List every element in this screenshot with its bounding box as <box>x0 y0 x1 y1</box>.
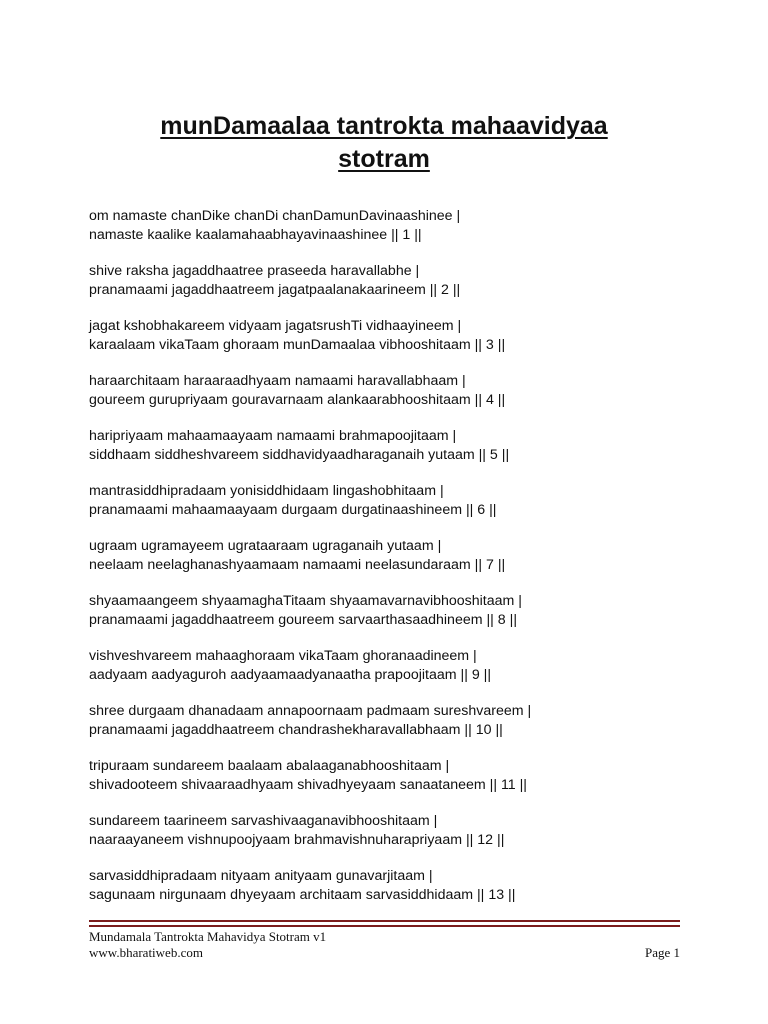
footer-bottom-row <box>89 945 680 961</box>
verse-block <box>89 317 709 354</box>
verse-line: mantrasiddhipradaam yonisiddhidaam lingashobhitaam | <box>89 483 444 499</box>
verse-block <box>89 592 709 629</box>
verse-line: namaste kaalike kaalamahaabhayavinaashinee || 1 || <box>89 226 422 243</box>
title-line-2: stotram <box>338 144 430 173</box>
verse-block <box>89 537 709 574</box>
verse-block <box>89 372 709 409</box>
verse-block <box>89 647 709 684</box>
verse-line: siddhaam siddheshvareem siddhavidyaadharaganaih yutaam || 5 || <box>89 446 510 463</box>
verse-line: om namaste chanDike chanDi chanDamunDavinaashinee | <box>89 208 461 224</box>
footer-page-number: Page 1 <box>644 945 680 960</box>
verse-line: goureem gurupriyaam gouravarnaam alankaarabhooshitaam || 4 || <box>89 391 506 408</box>
verse-line: aadyaam aadyaguroh aadyaamaadyanaatha prapoojitaam || 9 || <box>89 666 492 683</box>
verse-line: sarvasiddhipradaam nityaam anityaam gunavarjitaam | <box>89 868 433 884</box>
verse-line: pranamaami jagaddhaatreem goureem sarvaarthasaadhineem || 8 || <box>89 611 518 628</box>
verse-line: haraarchitaam haraaraadhyaam namaami haravallabhaam | <box>89 373 466 389</box>
verse-block <box>89 757 709 794</box>
verse-block <box>89 427 709 464</box>
verse-line: neelaam neelaghanashyaamaam namaami neelasundaraam || 7 || <box>89 556 506 573</box>
verse-line: sundareem taarineem sarvashivaaganavibhooshitaam | <box>89 813 438 829</box>
verse-line: tripuraam sundareem baalaam abalaaganabhooshitaam | <box>89 758 450 774</box>
verse-line: haripriyaam mahaamaayaam namaami brahmapoojitaam | <box>89 428 457 444</box>
verse-line: shive raksha jagaddhaatree praseeda haravallabhe | <box>89 263 420 279</box>
verse-list <box>89 207 709 922</box>
verse-line: pranamaami mahaamaayaam durgaam durgatinaashineem || 6 || <box>89 501 497 518</box>
verse-line: pranamaami jagaddhaatreem chandrashekharavallabhaam || 10 || <box>89 721 503 738</box>
verse-block <box>89 207 709 244</box>
verse-line: shivadooteem shivaaraadhyaam shivadhyeyaam sanaataneem || 11 || <box>89 776 527 793</box>
verse-line: karaalaam vikaTaam ghoraam munDamaalaa vibhooshitaam || 3 || <box>89 336 506 353</box>
footer-rule-bottom <box>89 925 680 927</box>
footer-document-name: Mundamala Tantrokta Mahavidya Stotram v1 <box>89 929 327 944</box>
verse-block <box>89 812 709 849</box>
verse-line: ugraam ugramayeem ugrataaraam ugraganaih yutaam | <box>89 538 442 554</box>
verse-line: vishveshvareem mahaaghoraam vikaTaam ghoranaadineem | <box>89 648 477 664</box>
title-line-1: munDamaalaa tantrokta mahaavidyaa <box>160 111 608 140</box>
verse-line: pranamaami jagaddhaatreem jagatpaalanakaarineem || 2 || <box>89 281 461 298</box>
verse-line: shree durgaam dhanadaam annapoornaam padmaam sureshvareem | <box>89 703 532 719</box>
verse-line: naaraayaneem vishnupoojyaam brahmavishnuharapriyaam || 12 || <box>89 831 505 848</box>
footer-rule-top <box>89 920 680 922</box>
verse-block <box>89 867 709 904</box>
verse-line: jagat kshobhakareem vidyaam jagatsrushTi vidhaayineem | <box>89 318 462 334</box>
verse-line: shyaamaangeem shyaamaghaTitaam shyaamavarnavibhooshitaam | <box>89 593 522 609</box>
verse-line: sagunaam nirgunaam dhyeyaam architaam sarvasiddhidaam || 13 || <box>89 886 516 903</box>
footer-website: www.bharatiweb.com <box>89 945 203 960</box>
document-title <box>0 110 768 176</box>
verse-block <box>89 702 709 739</box>
verse-block <box>89 262 709 299</box>
page-footer <box>89 929 680 961</box>
verse-block <box>89 482 709 519</box>
